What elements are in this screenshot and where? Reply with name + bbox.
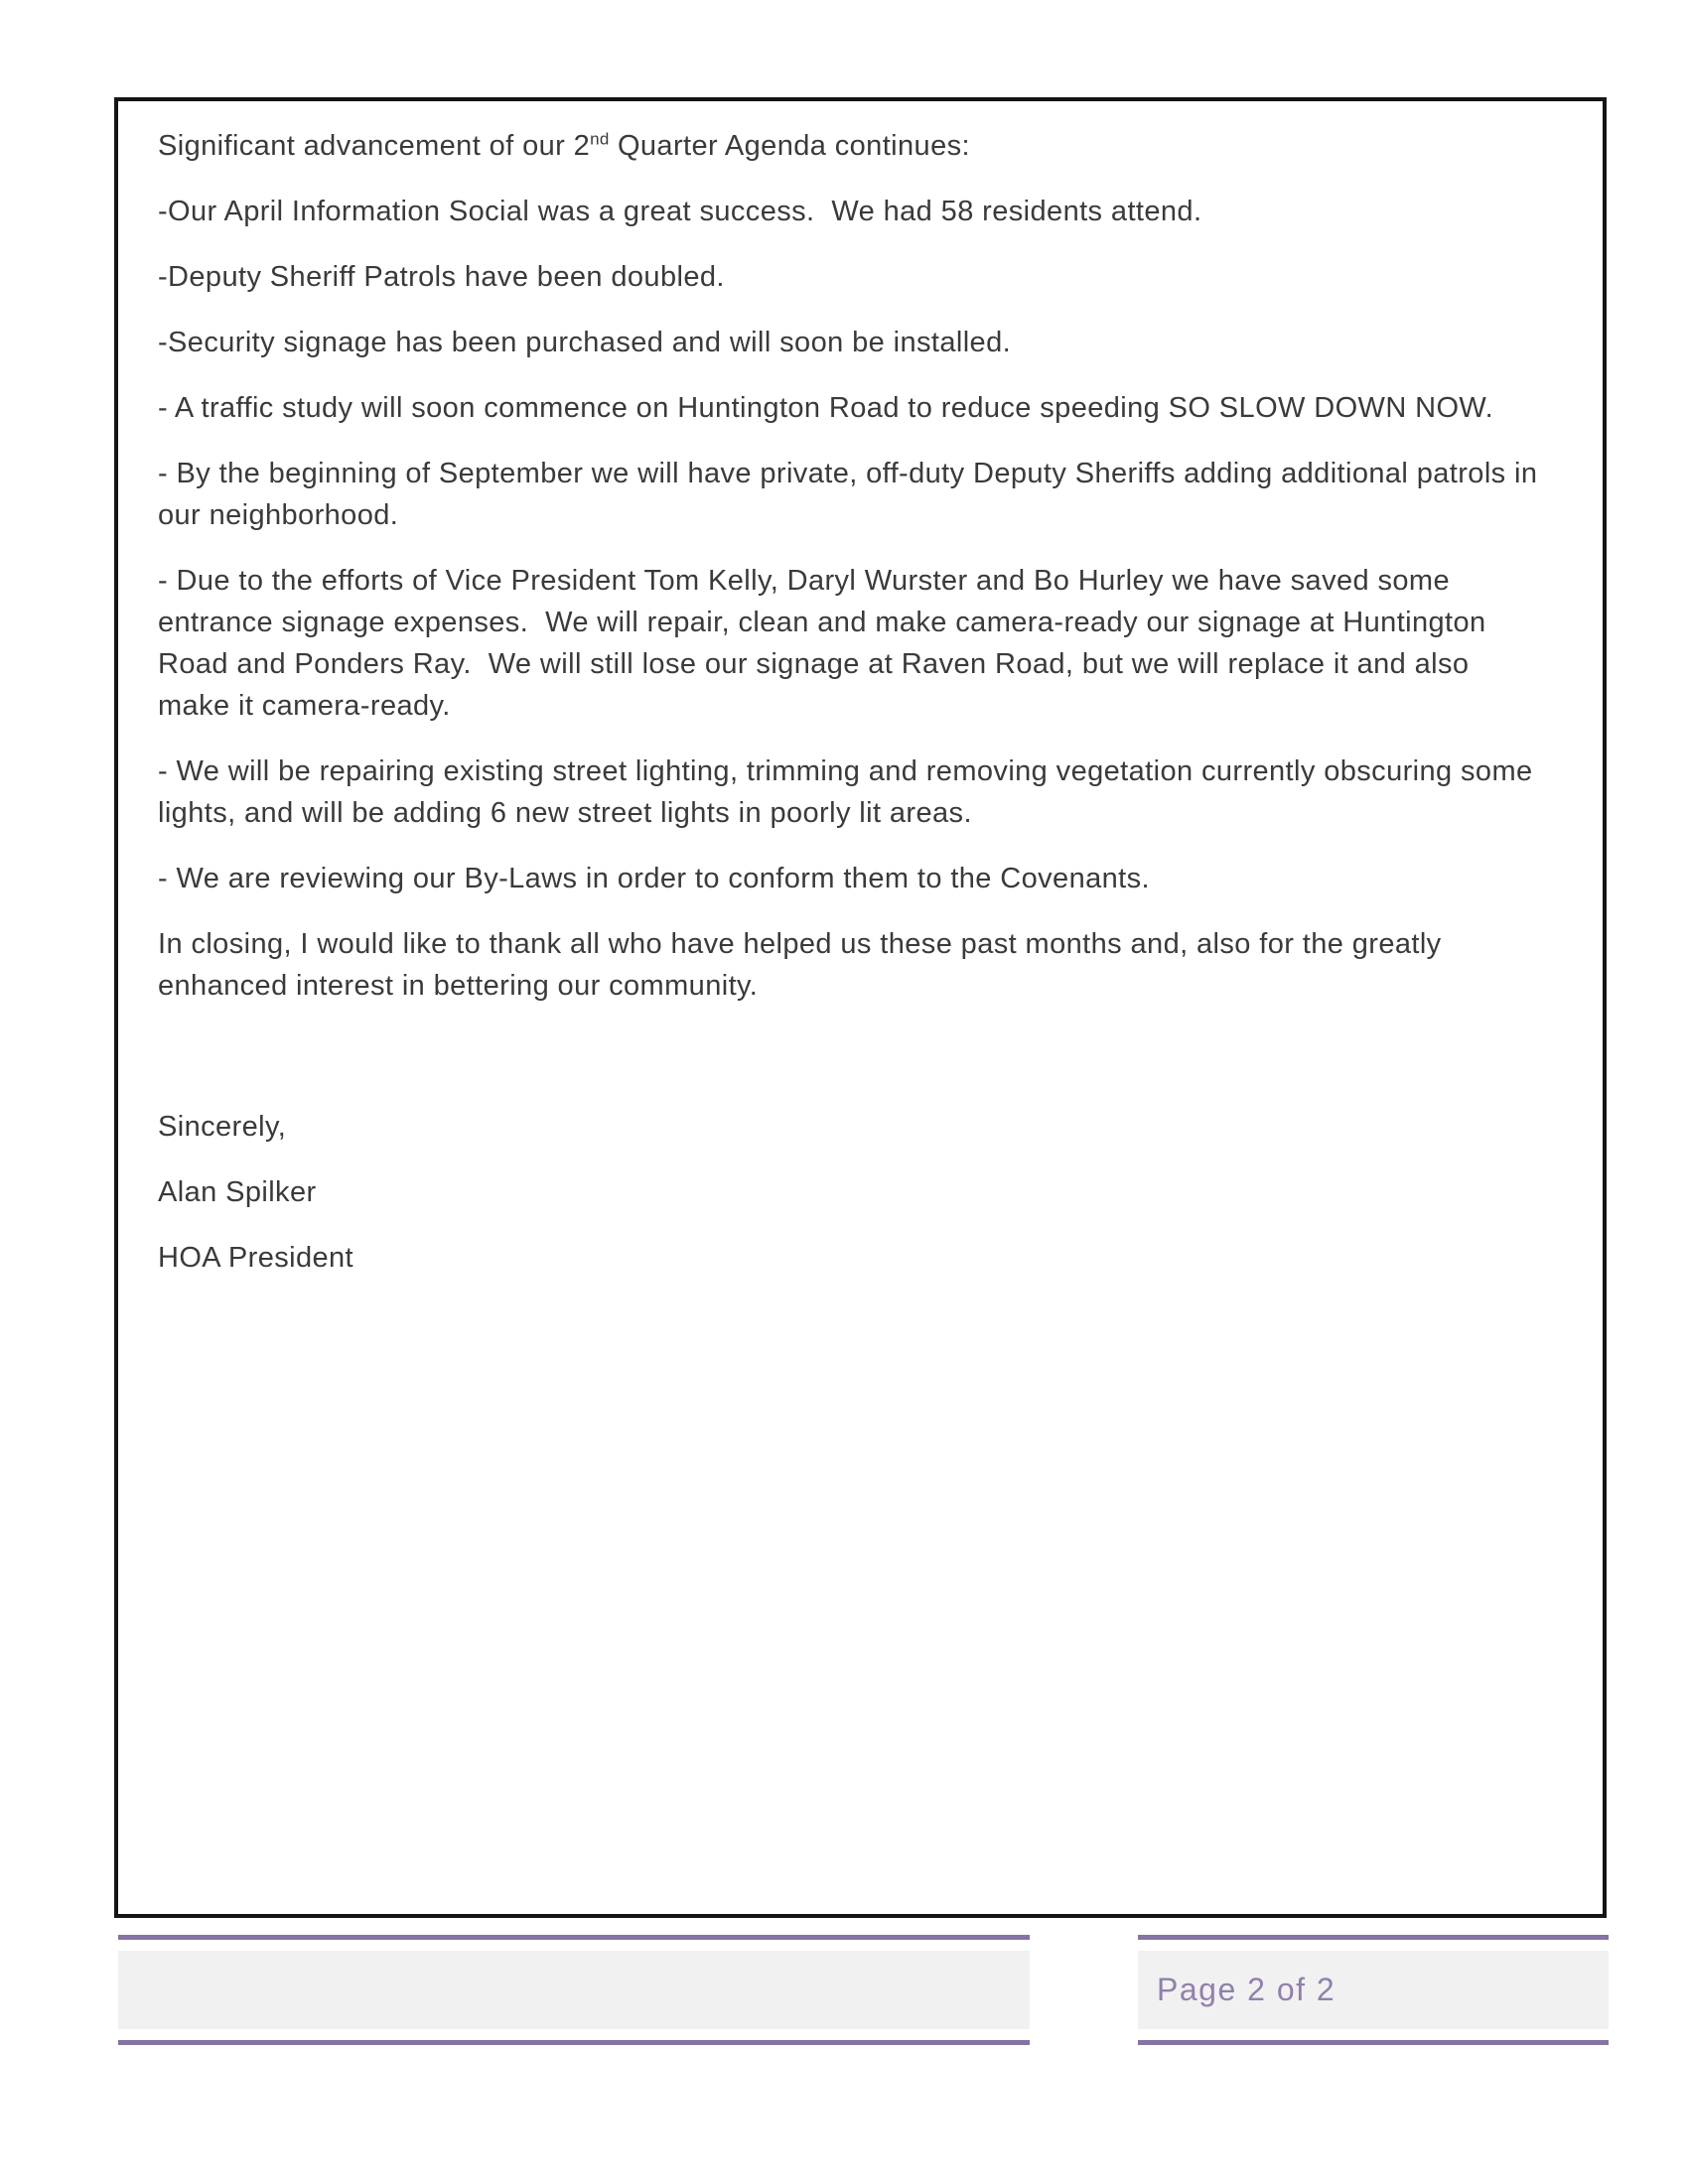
intro-text-before-superscript: Significant advancement of our 2	[158, 130, 591, 162]
footer-left-bottom-rule	[118, 2040, 1030, 2045]
letter-paragraph-in-closing: In closing, I would like to thank all who have helped us these past months and, also for the greatly enhanced interest in bettering our community.	[158, 928, 1451, 1002]
footer-left-gray-bar	[118, 1951, 1030, 2029]
footer-page-number-block	[1138, 1935, 1609, 2045]
intro-text-after-superscript: Quarter Agenda continues:	[609, 130, 970, 162]
signature-name: Alan Spilker	[158, 1176, 317, 1208]
footer-right-bottom-rule	[1138, 2040, 1609, 2045]
footer-left-placeholder	[118, 1935, 1030, 2045]
footer-left-top-rule	[118, 1935, 1030, 1940]
letter-paragraph-sheriff-patrols: -Deputy Sheriff Patrols have been doubled.	[158, 261, 725, 293]
signature-title: HOA President	[158, 1242, 354, 1274]
letter-paragraph-april-social: -Our April Information Social was a great success. We had 58 residents attend.	[158, 196, 1202, 227]
letter-paragraph-security-signage: -Security signage has been purchased and will soon be installed.	[158, 327, 1012, 358]
signature-sincerely: Sincerely,	[158, 1111, 287, 1143]
letter-intro-line	[158, 125, 1545, 167]
letter-paragraph-street-lighting: - We will be repairing existing street lighting, trimming and removing vegetation currently obscuring some lights, and will be adding 6 new street lights in poorly lit areas.	[158, 755, 1541, 829]
letter-body-box	[114, 97, 1607, 1918]
footer-right-top-rule	[1138, 1935, 1609, 1940]
letter-paragraph-offduty-sheriffs: - By the beginning of September we will have private, off-duty Deputy Sheriffs adding additional patrols in our neighborhood.	[158, 458, 1546, 531]
letter-paragraph-bylaws: - We are reviewing our By-Laws in order to conform them to the Covenants.	[158, 863, 1150, 894]
letter-paragraph-entrance-signage: - Due to the efforts of Vice President Tom Kelly, Daryl Wurster and Bo Hurley we have saved some entrance signage expenses. We will repair, clean and make camera-ready our signage at Huntington Road and Ponders Ray. We will still lose our signage at Raven Road, but we will replace it and also make it camera-ready.	[158, 565, 1495, 722]
letter-paragraph-traffic-study: - A traffic study will soon commence on Huntington Road to reduce speeding SO SLOW DOWN NOW.	[158, 392, 1494, 424]
page-number-label: Page 2 of 2	[1157, 1972, 1336, 2007]
ordinal-superscript: nd	[590, 129, 610, 149]
footer-right-gray-bar	[1138, 1951, 1609, 2029]
